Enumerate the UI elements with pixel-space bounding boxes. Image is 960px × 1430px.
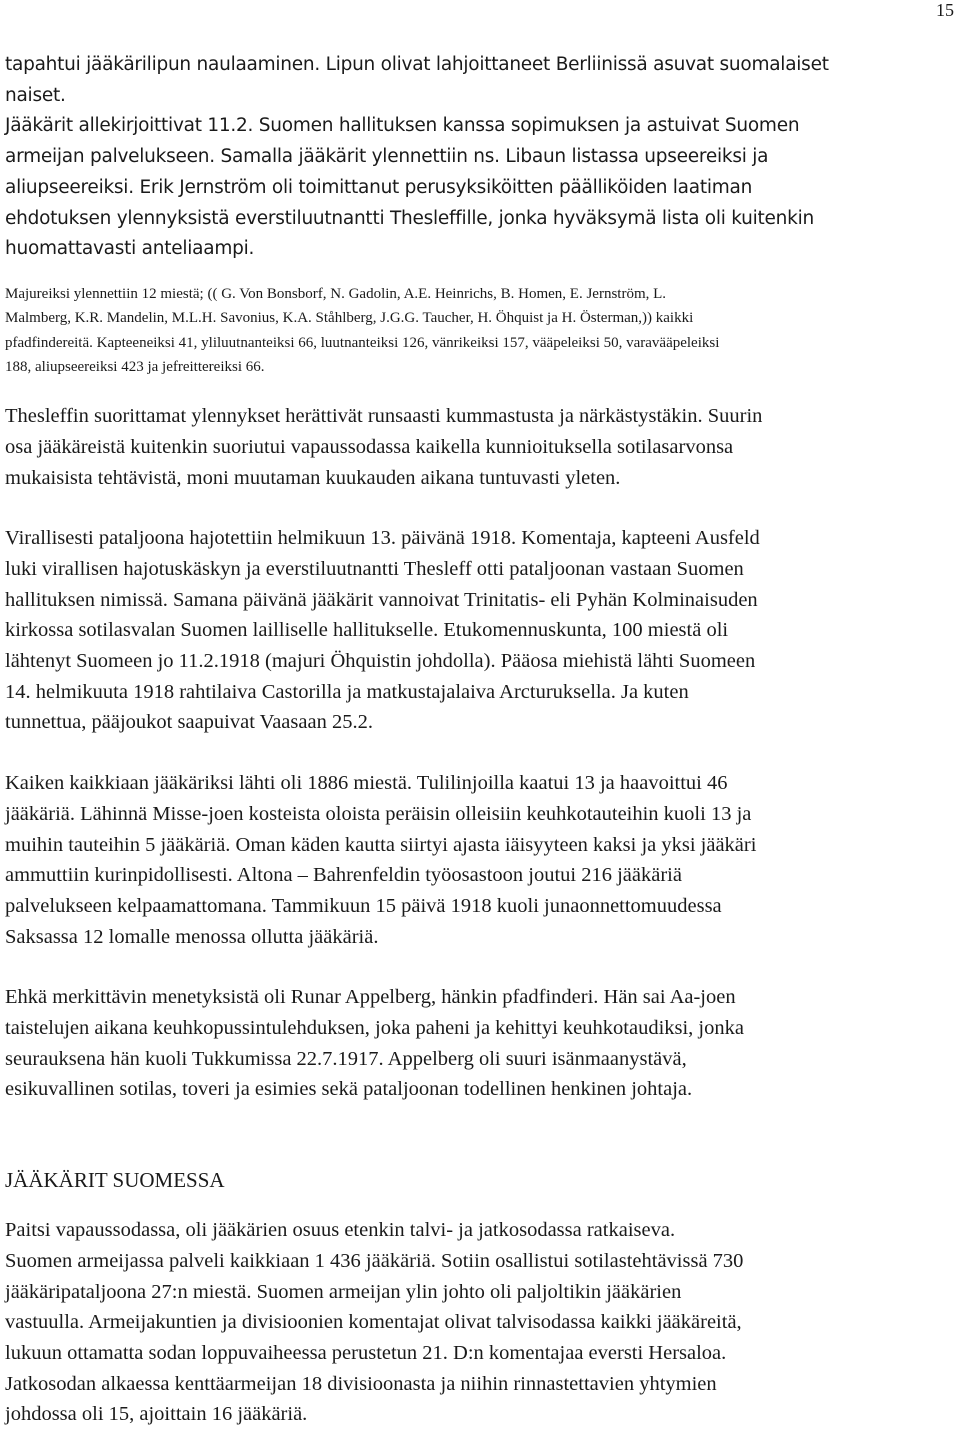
note-line: 188, aliupseereiksi 423 ja jefreittereiksi 66. [5,358,265,375]
paragraph-jaegers-in-finland [5,1215,955,1430]
text-line: Jääkärit allekirjoittivat 11.2. Suomen hallituksen kanssa sopimuksen ja astuivat Suomen [5,115,800,137]
text-line: vastuulla. Armeijakuntien ja divisioonien komentajat olivat talvisodassa kaikki jääkäreitä, [5,1311,742,1334]
text-line: 14. helmikuuta 1918 rahtilaiva Castorilla ja matkustajalaiva Arcturuksella. Ja kuten [5,680,689,703]
note-line: pfadfindereitä. Kapteeneiksi 41, yliluutnanteiksi 66, luutnanteiksi 126, vänrikeiksi 157, vääpeleiksi 50, varavääpeleiksi [5,334,720,351]
text-line: johdossa oli 15, ajoittain 16 jääkäriä. [5,1403,308,1426]
text-line: huomattavasti anteliaampi. [5,238,255,260]
text-line: Kaiken kaikkiaan jääkäriksi lähti oli 1886 miestä. Tulilinjoilla kaatui 13 ja haavoittui 46 [5,772,728,795]
text-line: lukuun ottamatta sodan loppuvaiheessa perustetun 21. D:n komentajaa eversti Hersaloa. [5,1341,727,1364]
text-line: aliupseereiksi. Erik Jernström oli toimittanut perusyksiköitten päälliköiden laatiman [5,176,753,198]
text-line: muihin tauteihin 5 jääkäriä. Oman käden kautta siirtyi ajasta iäisyyteen kaksi ja yksi jääkäri [5,833,757,856]
text-line: naiset. [5,84,66,106]
text-line: luki virallisen hajotuskäskyn ja everstiluutnantti Thesleff otti pataljoonan vastaan Suomen [5,557,744,580]
text-line: lähtenyt Suomeen jo 11.2.1918 (majuri Öhquistin johdolla). Pääosa miehistä lähti Suomeen [5,650,756,673]
text-line: Thesleffin suorittamat ylennykset herättivät runsaasti kummastusta ja närkästystäkin. Suurin [5,405,763,428]
text-line: Ehkä merkittävin menetyksistä oli Runar Appelberg, hänkin pfadfinderi. Hän sai Aa-joen [5,986,736,1009]
text-line: kirkossa sotilasvalan Suomen lailliselle hallitukselle. Etukomennuskunta, 100 miestä oli [5,619,729,642]
page-number: 15 [936,0,954,20]
text-line: tapahtui jääkärilipun naulaaminen. Lipun olivat lahjoittaneet Berliinissä asuvat suomalaiset [5,54,829,75]
text-line: palvelukseen kelpaamattomana. Tammikuun 15 päivä 1918 kuoli junaonnettomuudessa [5,894,722,917]
paragraph-promotions-reaction [5,401,955,493]
paragraph-appelberg [5,982,955,1105]
note-line: Malmberg, K.R. Mandelin, M.L.H. Savonius, K.A. Ståhlberg, J.G.G. Taucher, H. Öhquist ja H. Österman,)) kaikki [5,310,694,327]
page-body [5,50,955,1430]
text-line: taistelujen aikana keuhkopussintulehduksen, joka paheni ja kehittyi keuhkotaudiksi, jonka [5,1017,744,1040]
text-line: ehdotuksen ylennyksistä everstiluutnantti Thesleffille, jonka hyväksymä lista oli kuitenkin [5,207,814,229]
text-line: Saksassa 12 lomalle menossa ollutta jääkäriä. [5,925,379,948]
text-line: hallituksen nimissä. Samana päivänä jääkärit vannoivat Trinitatis- eli Pyhän Kolminaisuden [5,588,758,611]
text-line: tunnettua, pääjoukot saapuivat Vaasaan 25.2. [5,711,373,734]
paragraph-casualties [5,768,955,952]
opening-paragraph [5,50,955,265]
section-heading: JÄÄKÄRIT SUOMESSA [5,1168,225,1193]
text-line: ammuttiin kurinpidollisesti. Altona – Bahrenfeldin työosastoon joutui 216 jääkäriä [5,864,682,887]
text-line: Virallisesti pataljoona hajotettiin helmikuun 13. päivänä 1918. Komentaja, kapteeni Ausfeld [5,527,760,550]
promotions-note [5,282,955,379]
text-line: seurauksena hän kuoli Tukkumissa 22.7.1917. Appelberg oli suuri isänmaanystävä, [5,1047,687,1070]
paragraph-battalion-disbanded [5,523,955,738]
text-line: osa jääkäreistä kuitenkin suoriutui vapaussodassa kaikella kunnioituksella sotilasarvonsa [5,435,734,458]
text-line: Jatkosodan alkaessa kenttäarmeijan 18 divisioonasta ja niihin rinnastettavien yhtymien [5,1372,717,1395]
text-line: Paitsi vapaussodassa, oli jääkärien osuus etenkin talvi- ja jatkosodassa ratkaiseva. [5,1219,676,1242]
text-line: Suomen armeijassa palveli kaikkiaan 1 436 jääkäriä. Sotiin osallistui sotilastehtävissä 730 [5,1249,744,1272]
text-line: esikuvallinen sotilas, toveri ja esimies sekä pataljoonan todellinen henkinen johtaja. [5,1078,693,1101]
note-line: Majureiksi ylennettiin 12 miestä; (( G. Von Bonsborf, N. Gadolin, A.E. Heinrichs, B. Homen, E. Jernström, L. [5,285,667,302]
text-line: armeijan palvelukseen. Samalla jääkärit ylennettiin ns. Libaun listassa upseereiksi ja [5,146,769,168]
text-line: mukaisista tehtävistä, moni muutaman kuukauden aikana tuntuvasti yleten. [5,466,621,489]
text-line: jääkäripataljoona 27:n miestä. Suomen armeijan ylin johto oli paljoltikin jääkärien [5,1280,682,1303]
text-line: jääkäriä. Lähinnä Misse-joen kosteista oloista peräisin olleisiin keuhkotauteihin kuoli 13 ja [5,802,752,825]
